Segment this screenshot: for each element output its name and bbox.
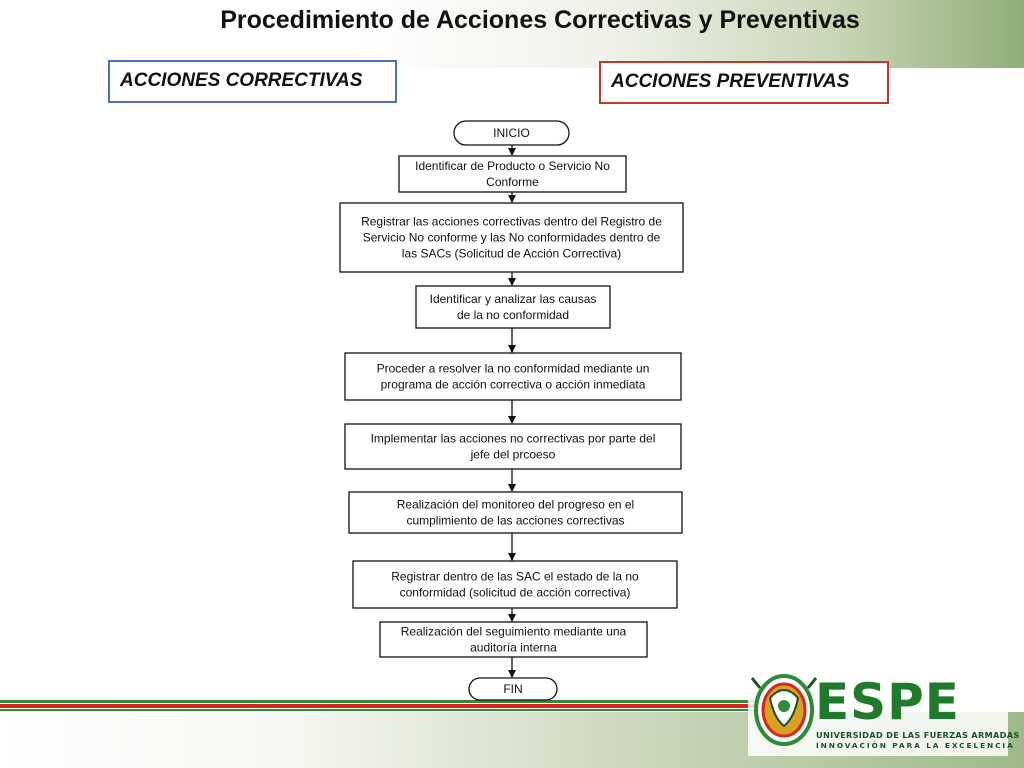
- step-8-text-line: auditoría interna: [470, 640, 557, 655]
- step-2: [340, 203, 683, 272]
- step-3-text-line: Identificar y analizar las causas: [429, 292, 597, 306]
- step-2-text-line: las SACs (Solicitud de Acción Correctiva): [401, 246, 622, 261]
- step-4-text-line: programa de acción correctiva o acción inmediata: [380, 377, 646, 392]
- page-title: Procedimiento de Acciones Correctivas y Preventivas: [220, 6, 860, 34]
- step-8-text-line: Realización del seguimiento mediante una: [400, 624, 627, 639]
- step-1-text-line: Identificar de Producto o Servicio No: [415, 159, 610, 173]
- start-node: [454, 121, 569, 145]
- step-3: [416, 286, 610, 328]
- step-4-shape: [345, 353, 681, 400]
- logo-university-name: UNIVERSIDAD DE LAS FUERZAS ARMADAS: [816, 730, 1020, 740]
- acciones-correctivas-label: ACCIONES CORRECTIVAS: [108, 60, 397, 103]
- espe-wordmark: ESPE: [815, 673, 960, 731]
- espe-emblem-icon: [752, 676, 816, 744]
- step-3-text-line: de la no conformidad: [456, 308, 570, 322]
- step-2-text-line: Servicio No conforme y las No conformidades dentro de: [362, 230, 661, 245]
- step-1: [399, 156, 626, 192]
- step-5-text-line: Implementar las acciones no correctivas por parte del: [370, 431, 656, 446]
- step-4-text-line: Proceder a resolver la no conformidad mediante un: [376, 361, 650, 376]
- step-7-shape: [353, 561, 677, 608]
- step-6-text-line: cumplimiento de las acciones correctivas: [406, 513, 625, 528]
- end-node-text-line: FIN: [503, 682, 523, 696]
- step-5: [345, 424, 681, 469]
- end-node: [469, 678, 557, 700]
- step-8: [380, 622, 647, 657]
- step-4: [345, 353, 681, 400]
- step-7: [353, 561, 677, 608]
- step-7-text-line: Registrar dentro de las SAC el estado de la no: [391, 569, 639, 584]
- step-6: [349, 492, 682, 533]
- step-2-text-line: Registrar las acciones correctivas dentro del Registro de: [361, 214, 662, 229]
- step-5-text-line: jefe del prcoeso: [470, 447, 556, 462]
- start-node-text-line: INICIO: [493, 126, 530, 140]
- step-7-text-line: conformidad (solicitud de acción correctiva): [399, 585, 631, 600]
- step-1-text-line: Conforme: [486, 175, 539, 189]
- logo-motto: INNOVACIÓN PARA LA EXCELENCIA: [816, 741, 1015, 750]
- acciones-preventivas-label: ACCIONES PREVENTIVAS: [599, 61, 889, 104]
- step-6-text-line: Realización del monitoreo del progreso en el: [396, 497, 635, 512]
